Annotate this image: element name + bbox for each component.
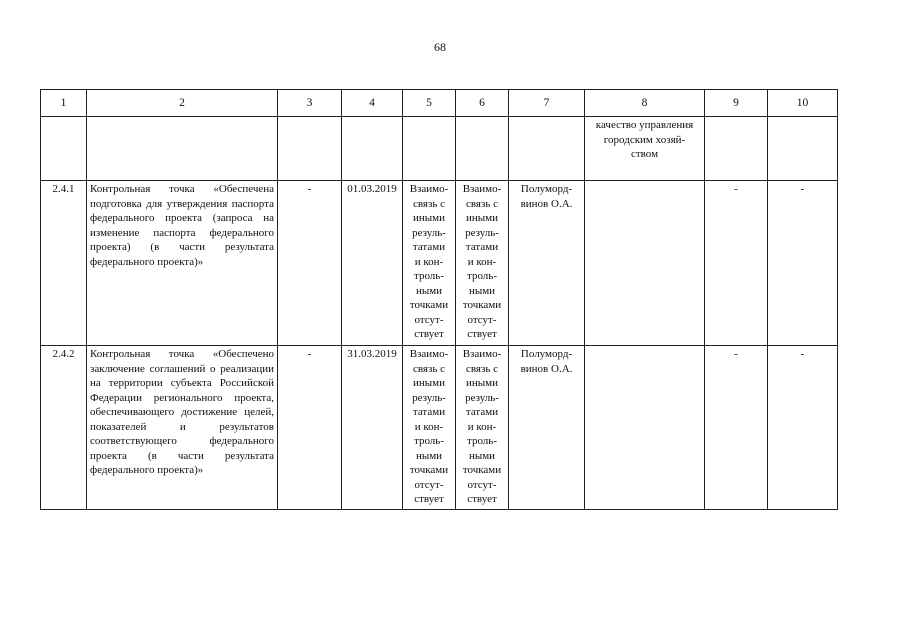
- relation-cell-col5: [403, 181, 456, 346]
- responsible-person: [509, 346, 585, 510]
- header-cell-4: 4: [342, 90, 403, 117]
- cell-line: ствует: [414, 493, 444, 505]
- checkpoint-name: Контрольная точка «Обеспечено заключение соглашений о реализации на территории субъекта Российской Федерации регионального проекта, обеспечивающего достижение целей, показателей и результатов соответствующего федерального проекта (в части результата федерального проекта)»: [87, 346, 278, 510]
- cell-line: Взаимо-: [462, 183, 502, 195]
- cell-line: троль-: [467, 435, 497, 447]
- cell-line: винов О.А.: [520, 362, 573, 375]
- header-cell-9: 9: [705, 90, 768, 117]
- cell-line: ствует: [467, 328, 497, 340]
- col9-value: -: [705, 346, 768, 510]
- col9-value: -: [705, 181, 768, 346]
- cell-line: связь с: [466, 197, 498, 210]
- cell-line: ными: [468, 449, 496, 462]
- cell-line: ствует: [414, 328, 444, 340]
- cell-line: иными: [412, 377, 445, 389]
- cell-line: иными: [465, 212, 498, 224]
- table-cell: [705, 117, 768, 181]
- table-cell: [768, 117, 838, 181]
- table-row-2-4-2: [41, 346, 838, 510]
- plan-table: [40, 89, 838, 510]
- header-cell-5: 5: [403, 90, 456, 117]
- table-cell: [278, 117, 342, 181]
- relation-cell-col5: [403, 346, 456, 510]
- row-number: 2.4.1: [41, 181, 87, 346]
- relation-cell-col6: [456, 181, 509, 346]
- cell-line: иными: [412, 212, 445, 224]
- header-cell-2: 2: [87, 90, 278, 117]
- relation-cell-col6: [456, 346, 509, 510]
- table-cell: [585, 181, 705, 346]
- row-number: 2.4.2: [41, 346, 87, 510]
- cell-line: троль-: [414, 270, 444, 282]
- cell-line: ными: [415, 449, 443, 462]
- col3-value: -: [278, 181, 342, 346]
- header-cell-6: 6: [456, 90, 509, 117]
- cell-line: резуль-: [465, 391, 499, 404]
- cell-line: отсут-: [467, 478, 497, 491]
- cell-line: винов О.А.: [520, 197, 573, 210]
- cell-line: точками: [409, 299, 449, 311]
- cell-line: качество управления: [595, 119, 694, 131]
- cell-line: Взаимо-: [409, 183, 449, 195]
- cell-line: ствует: [467, 493, 497, 505]
- cell-line: и кон-: [467, 255, 497, 268]
- page-number: 68: [434, 40, 446, 54]
- cell-line: и кон-: [467, 420, 497, 433]
- header-cell-10: 10: [768, 90, 838, 117]
- cell-line: Взаимо-: [462, 348, 502, 360]
- cell-line: городским хозяй-: [603, 133, 686, 146]
- table-cell: [87, 117, 278, 181]
- cell-line: троль-: [414, 435, 444, 447]
- responsible-person: [509, 181, 585, 346]
- table-cell: [41, 117, 87, 181]
- cell-line: связь с: [466, 362, 498, 375]
- cell-line: татами: [465, 241, 499, 253]
- table-cell: [509, 117, 585, 181]
- cell-line: связь с: [413, 197, 445, 210]
- header-cell-3: 3: [278, 90, 342, 117]
- cell-line: ными: [468, 284, 496, 297]
- cell-line: ными: [415, 284, 443, 297]
- header-cell-7: 7: [509, 90, 585, 117]
- cell-line: точками: [462, 464, 502, 476]
- cell-line: татами: [465, 406, 499, 418]
- cell-line: и кон-: [414, 255, 444, 268]
- cell-line: резуль-: [412, 391, 446, 404]
- header-cell-8: 8: [585, 90, 705, 117]
- cell-line: татами: [412, 241, 446, 253]
- checkpoint-date: 31.03.2019: [342, 346, 403, 510]
- table-row-2-4-1: [41, 181, 838, 346]
- cell-line: и кон-: [414, 420, 444, 433]
- cell-line: резуль-: [412, 226, 446, 239]
- cell-line: связь с: [413, 362, 445, 375]
- checkpoint-name: Контрольная точка «Обеспечена подготовка для утверждения паспорта федерального проекта (запроса на изменение паспорта федерального проекта) (в части результата федерального проекта)»: [87, 181, 278, 346]
- cell-line: троль-: [467, 270, 497, 282]
- col3-value: -: [278, 346, 342, 510]
- cell-line: точками: [409, 464, 449, 476]
- table-cell: [456, 117, 509, 181]
- cell-line: отсут-: [414, 478, 444, 491]
- header-row: [41, 90, 838, 117]
- table-cell: [342, 117, 403, 181]
- table-cell: [585, 346, 705, 510]
- cell-line: иными: [465, 377, 498, 389]
- cell-line: отсут-: [467, 313, 497, 326]
- cell-line: татами: [412, 406, 446, 418]
- continuation-goal-cell: [585, 117, 705, 181]
- header-cell-1: 1: [41, 90, 87, 117]
- checkpoint-date: 01.03.2019: [342, 181, 403, 346]
- cell-line: точками: [462, 299, 502, 311]
- continuation-row: [41, 117, 838, 181]
- cell-line: Полуморд-: [520, 183, 573, 195]
- col10-value: -: [768, 181, 838, 346]
- cell-line: Взаимо-: [409, 348, 449, 360]
- col10-value: -: [768, 346, 838, 510]
- table-cell: [403, 117, 456, 181]
- cell-line: резуль-: [465, 226, 499, 239]
- cell-line: Полуморд-: [520, 348, 573, 360]
- cell-line: ством: [630, 148, 659, 160]
- cell-line: отсут-: [414, 313, 444, 326]
